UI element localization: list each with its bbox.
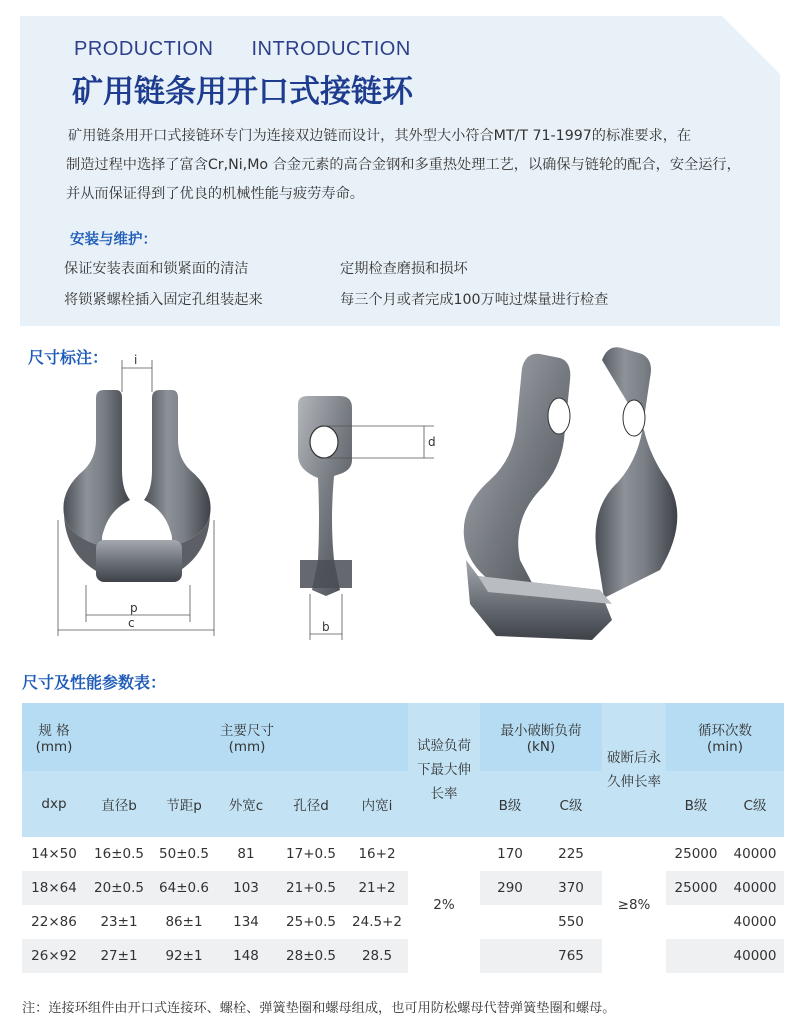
subheader-inner-width-i: 内宽i (346, 771, 408, 837)
maintenance-heading: 安装与维护： (70, 232, 157, 248)
maintenance-item: 每三个月或者完成100万吨过煤量进行检查 (340, 292, 609, 308)
dim-label-d: d (428, 435, 436, 449)
maintenance-item: 将锁紧螺栓插入固定孔组装起来 (64, 292, 263, 308)
table-row: 22×86 23±1 86±1 134 25+0.5 24.5+2 550 40000 (31, 914, 777, 930)
eng-word-production: PRODUCTION (74, 38, 214, 60)
header-cycles: 循环次数 (min) (666, 703, 784, 771)
footnote: 注：连接环组件由开口式连接环、螺栓、弹簧垫圈和螺母组成，也可用防松螺母代替弹簧垫圈和螺母。 (22, 1001, 616, 1016)
dim-label-c: c (128, 616, 135, 630)
header-spec: 规 格 (mm) (22, 703, 86, 771)
table-row: 26×92 27±1 92±1 148 28±0.5 28.5 765 40000 (22, 939, 784, 973)
subheader-cycle-b-grade: B级 (666, 771, 726, 837)
eng-word-introduction: INTRODUCTION (251, 38, 411, 60)
product-description (66, 122, 766, 209)
header-permanent-elongation: 破断后永 久伸长率 (602, 703, 666, 837)
table-heading: 尺寸及性能参数表： (22, 673, 167, 692)
subheader-dxp: dxp (22, 771, 86, 837)
dimension-heading: 尺寸标注： (28, 348, 109, 367)
dim-label-b: b (322, 620, 330, 634)
dim-label-p: p (130, 601, 138, 615)
table-row: 14×50 16±0.5 50±0.5 81 17+0.5 16+2 2% 170 225 ≥8% 25000 40000 (22, 837, 784, 871)
header-main-dimensions: 主要尺寸 (mm) (86, 703, 408, 771)
subheader-cycle-c-grade: C级 (726, 771, 784, 837)
front-view-figure (58, 353, 214, 636)
header-min-breaking-load: 最小破断负荷 (kN) (480, 703, 602, 771)
subheader-break-b-grade: B级 (480, 771, 540, 837)
subheader-outer-width-c: 外宽c (216, 771, 276, 837)
perspective-view-figure (464, 347, 678, 640)
english-heading (74, 38, 411, 61)
dim-label-i: i (134, 353, 138, 367)
dimension-figures (0, 340, 800, 660)
maintenance-item: 保证安装表面和锁紧面的清洁 (64, 261, 249, 277)
page-title: 矿用链条用开口式接链环 (72, 74, 413, 110)
subheader-diameter-b: 直径b (86, 771, 152, 837)
spec-table (22, 703, 784, 973)
subheader-hole-d: 孔径d (276, 771, 346, 837)
side-view-figure (298, 396, 436, 640)
description-line: 并从而保证得到了优良的机械性能与疲劳寿命。 (66, 186, 364, 202)
corner-cut (721, 15, 781, 75)
subheader-pitch-p: 节距p (152, 771, 216, 837)
maintenance-item: 定期检查磨损和损坏 (340, 261, 468, 277)
table-row: 18×64 20±0.5 64±0.6 103 21+0.5 21+2 290 370 25000 40000 (22, 871, 784, 905)
subheader-break-c-grade: C级 (540, 771, 602, 837)
description-line: 矿用链条用开口式接链环专门为连接双边链而设计，其外型大小符合MT/T 71-1997的标准要求，在 (68, 128, 692, 144)
test-elongation-value: 2% (433, 897, 455, 913)
header-test-elongation: 试验负荷 下最大伸 长率 (408, 703, 480, 837)
permanent-elongation-value: ≥8% (617, 897, 651, 913)
description-line: 制造过程中选择了富含Cr,Ni,Mo 合金元素的高合金钢和多重热处理工艺，以确保与链轮的配合，安全运行， (66, 157, 741, 173)
